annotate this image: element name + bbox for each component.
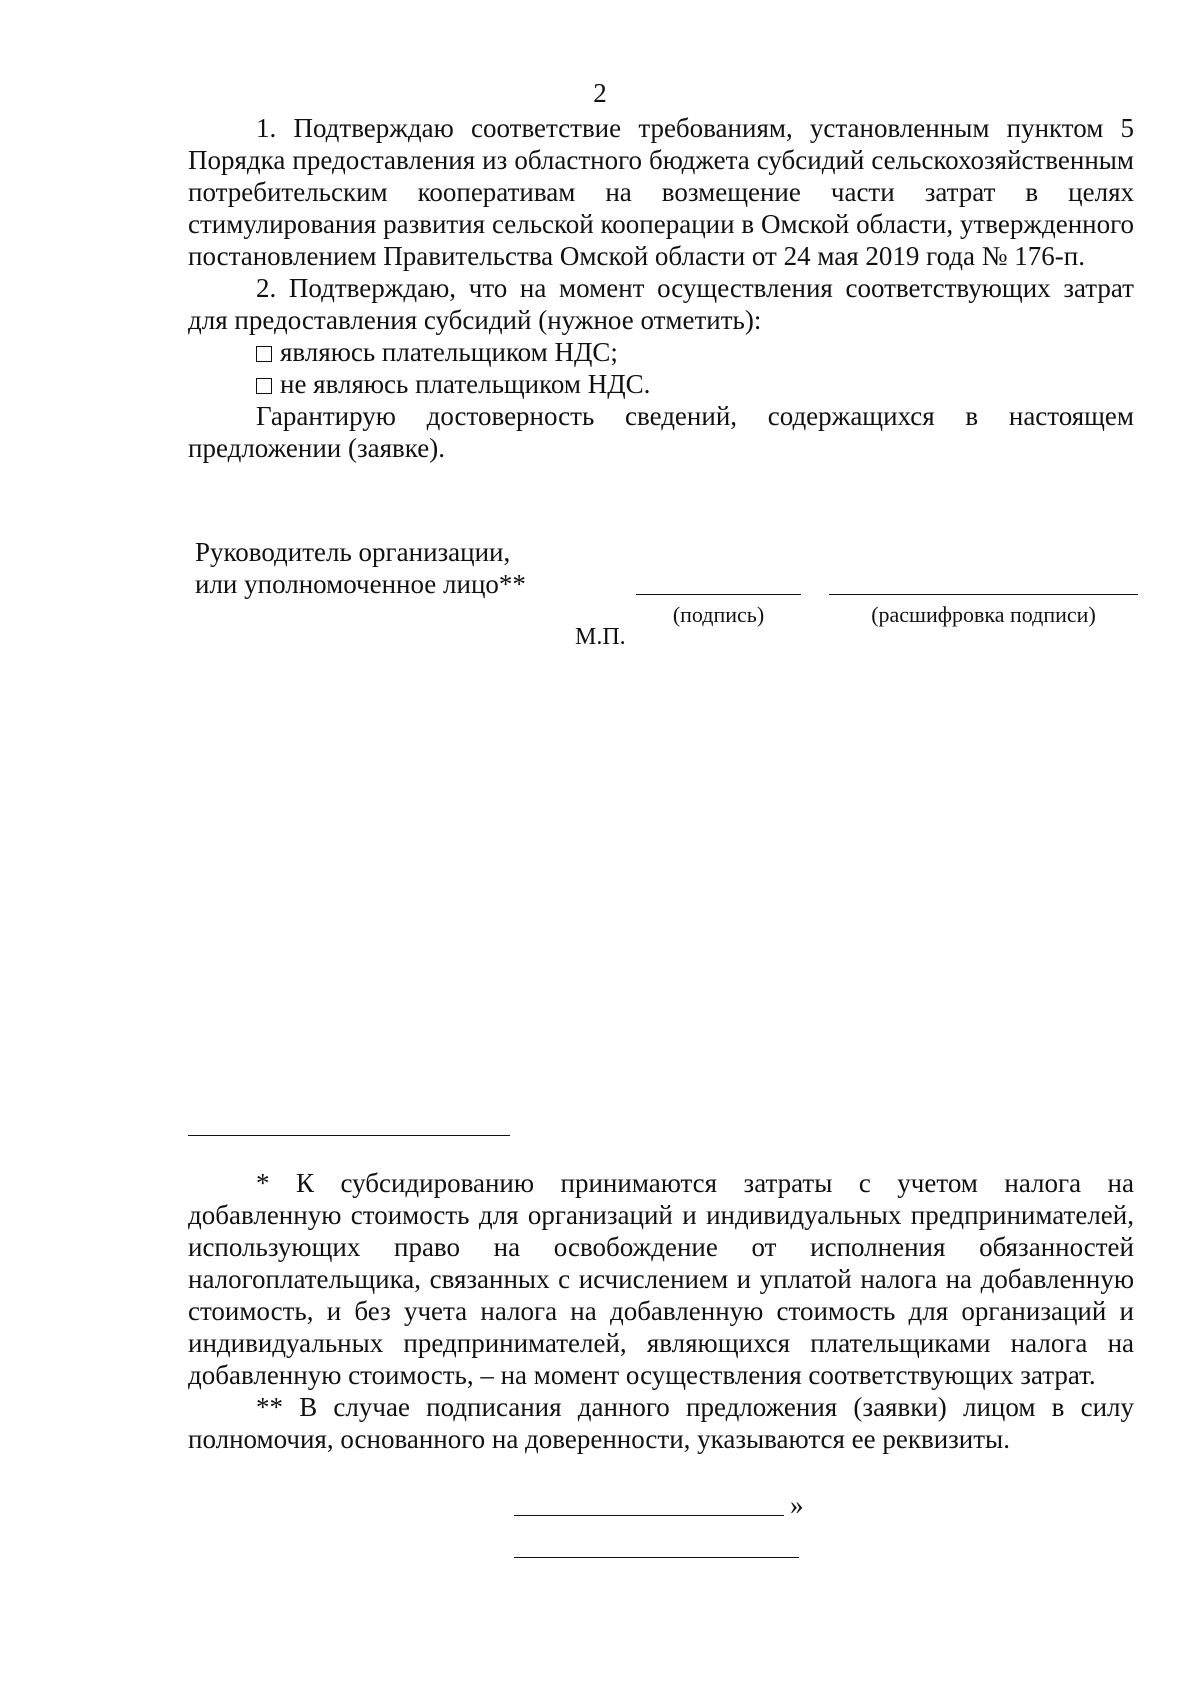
footnotes bbox=[188, 1167, 1134, 1455]
option-vat-payer-label: являюсь плательщиком НДС; bbox=[280, 337, 618, 367]
signature-decode-label: (расшифровка подписи) bbox=[871, 602, 1096, 627]
footnote-2: ** В случае подписания данного предложения (заявки) лицом в силу полномочия, основанного на доверенности, указываются ее реквизиты. bbox=[188, 1392, 1134, 1454]
page-number: 2 bbox=[593, 78, 607, 108]
signature-title-line2: или уполномоченное лицо** bbox=[195, 569, 526, 599]
closing-line-1 bbox=[514, 1515, 784, 1516]
footnote-divider bbox=[188, 1135, 510, 1136]
option-not-vat-payer-label: не являюсь плательщиком НДС. bbox=[280, 369, 651, 399]
paragraph-guarantee: Гарантирую достоверность сведений, содержащихся в настоящем предложении (заявке). bbox=[188, 401, 1134, 463]
paragraph-confirmation-2: 2. Подтверждаю, что на момент осуществления соответствующих затрат для предоставления субсидий (нужное отметить): bbox=[188, 273, 1134, 335]
option-not-vat-payer bbox=[188, 368, 1134, 400]
option-vat-payer bbox=[188, 336, 1134, 368]
closing-quote-mark: » bbox=[790, 1490, 804, 1520]
footnote-1: * К субсидированию принимаются затраты с учетом налога на добавленную стоимость для организаций и индивидуальных предпринимателей, использующих право на освобождение от исполнения обязанностей налогоплательщика, связанных с исчислением и уплатой налога на добавленную стоимость, и без учета налога на добавленную стоимость для организаций и индивидуальных предпринимателей, являющихся плательщиками налога на добавленную стоимость, – на момент осуществления соответствующих затрат. bbox=[188, 1168, 1134, 1390]
signature-line bbox=[636, 594, 801, 595]
signature-title bbox=[195, 536, 526, 600]
paragraph-confirmation-1: 1. Подтверждаю соответствие требованиям, установленным пунктом 5 Порядка предоставления из областного бюджета субсидий сельскохозяйственным потребительским кооперативам на возмещение части затрат в целях стимулирования развития сельской кооперации в Омской области, утвержденного постановлением Правительства Омской области от 24 мая 2019 года № 176-п. bbox=[188, 113, 1134, 271]
checkbox-icon bbox=[256, 346, 272, 362]
signature-title-line1: Руководитель организации, bbox=[195, 537, 511, 567]
main-body bbox=[188, 112, 1134, 464]
checkbox-icon bbox=[256, 378, 272, 394]
signature-label: (подпись) bbox=[672, 602, 765, 627]
closing-line-2 bbox=[514, 1557, 799, 1558]
signature-decode-line bbox=[829, 594, 1138, 595]
stamp-place-label: М.П. bbox=[575, 624, 626, 650]
